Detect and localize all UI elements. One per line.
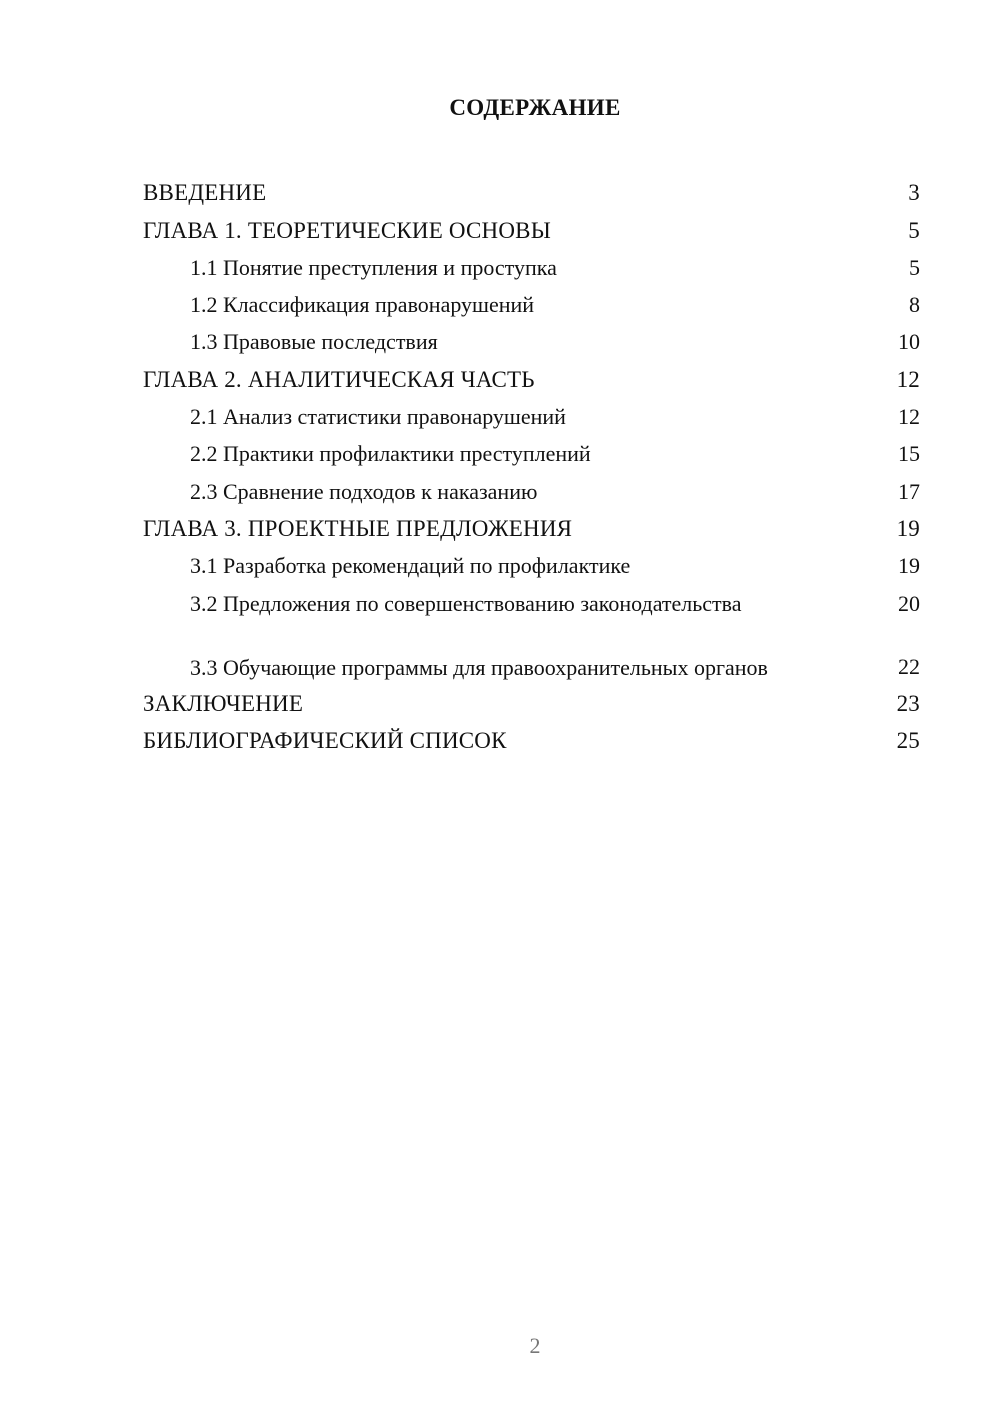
toc-entry-chapter-3[interactable] bbox=[143, 506, 920, 543]
toc-entry-page: 5 bbox=[908, 217, 920, 243]
toc-entry-page: 23 bbox=[896, 690, 920, 716]
toc-entry-label: ГЛАВА 2. АНАЛИТИЧЕСКАЯ ЧАСТЬ bbox=[143, 366, 535, 392]
toc-entry-label: 2.2 Практики профилактики преступлений bbox=[190, 441, 591, 467]
toc-entry-section-1-1[interactable] bbox=[143, 245, 920, 282]
toc-entry-label: 1.1 Понятие преступления и проступка bbox=[190, 254, 557, 280]
toc-entry-label: 1.3 Правовые последствия bbox=[190, 329, 438, 355]
toc-entry-page: 19 bbox=[898, 553, 920, 579]
toc-entry-section-2-2[interactable] bbox=[143, 431, 920, 468]
toc-entry-page: 20 bbox=[898, 590, 920, 616]
toc-entry-label: 1.2 Классификация правонарушений bbox=[190, 292, 535, 318]
toc-entry-label: ВВЕДЕНИЕ bbox=[143, 180, 267, 206]
toc-entry-page: 25 bbox=[896, 728, 920, 754]
toc-entry-section-3-3[interactable] bbox=[143, 618, 920, 681]
toc-entry-label: 3.3 Обучающие программы для правоохранительных органов bbox=[190, 654, 768, 680]
toc-entry-label: БИБЛИОГРАФИЧЕСКИЙ СПИСОК bbox=[143, 728, 507, 754]
toc-entry-section-3-1[interactable] bbox=[143, 543, 920, 580]
toc-entry-page: 22 bbox=[898, 653, 920, 679]
toc-entry-label: 2.3 Сравнение подходов к наказанию bbox=[190, 478, 538, 504]
toc-entry-page: 12 bbox=[898, 404, 920, 430]
toc-entry-label: ГЛАВА 3. ПРОЕКТНЫЕ ПРЕДЛОЖЕНИЯ bbox=[143, 515, 573, 541]
toc-entry-label: ГЛАВА 1. ТЕОРЕТИЧЕСКИЕ ОСНОВЫ bbox=[143, 217, 551, 243]
toc-entry-page: 5 bbox=[909, 254, 920, 280]
toc-entry-label: 3.2 Предложения по совершенствованию законодательства bbox=[190, 590, 742, 616]
toc-entry-conclusion[interactable] bbox=[143, 681, 920, 718]
toc-entry-chapter-1[interactable] bbox=[143, 207, 920, 244]
toc-entry-page: 8 bbox=[909, 292, 920, 318]
toc-entry-section-3-2[interactable] bbox=[143, 580, 920, 617]
toc-entry-page: 12 bbox=[896, 366, 920, 392]
toc-entry-page: 17 bbox=[898, 478, 920, 504]
page-number: 2 bbox=[529, 1333, 541, 1358]
toc-entry-introduction[interactable] bbox=[143, 170, 920, 207]
toc-entry-page: 19 bbox=[896, 515, 920, 541]
toc-entry-label: 2.1 Анализ статистики правонарушений bbox=[190, 404, 566, 430]
toc-entry-page: 3 bbox=[908, 180, 920, 206]
toc-entry-section-2-1[interactable] bbox=[143, 394, 920, 431]
toc-entry-bibliography[interactable] bbox=[143, 718, 920, 755]
table-of-contents bbox=[143, 170, 920, 755]
toc-entry-section-2-3[interactable] bbox=[143, 468, 920, 505]
toc-entry-label: 3.1 Разработка рекомендаций по профилактике bbox=[190, 553, 631, 579]
toc-entry-chapter-2[interactable] bbox=[143, 356, 920, 393]
toc-entry-page: 15 bbox=[898, 441, 920, 467]
toc-entry-label: ЗАКЛЮЧЕНИЕ bbox=[143, 690, 304, 716]
toc-entry-section-1-2[interactable] bbox=[143, 282, 920, 319]
page-title: СОДЕРЖАНИЕ bbox=[449, 95, 621, 120]
toc-entry-page: 10 bbox=[898, 329, 920, 355]
toc-entry-section-1-3[interactable] bbox=[143, 319, 920, 356]
